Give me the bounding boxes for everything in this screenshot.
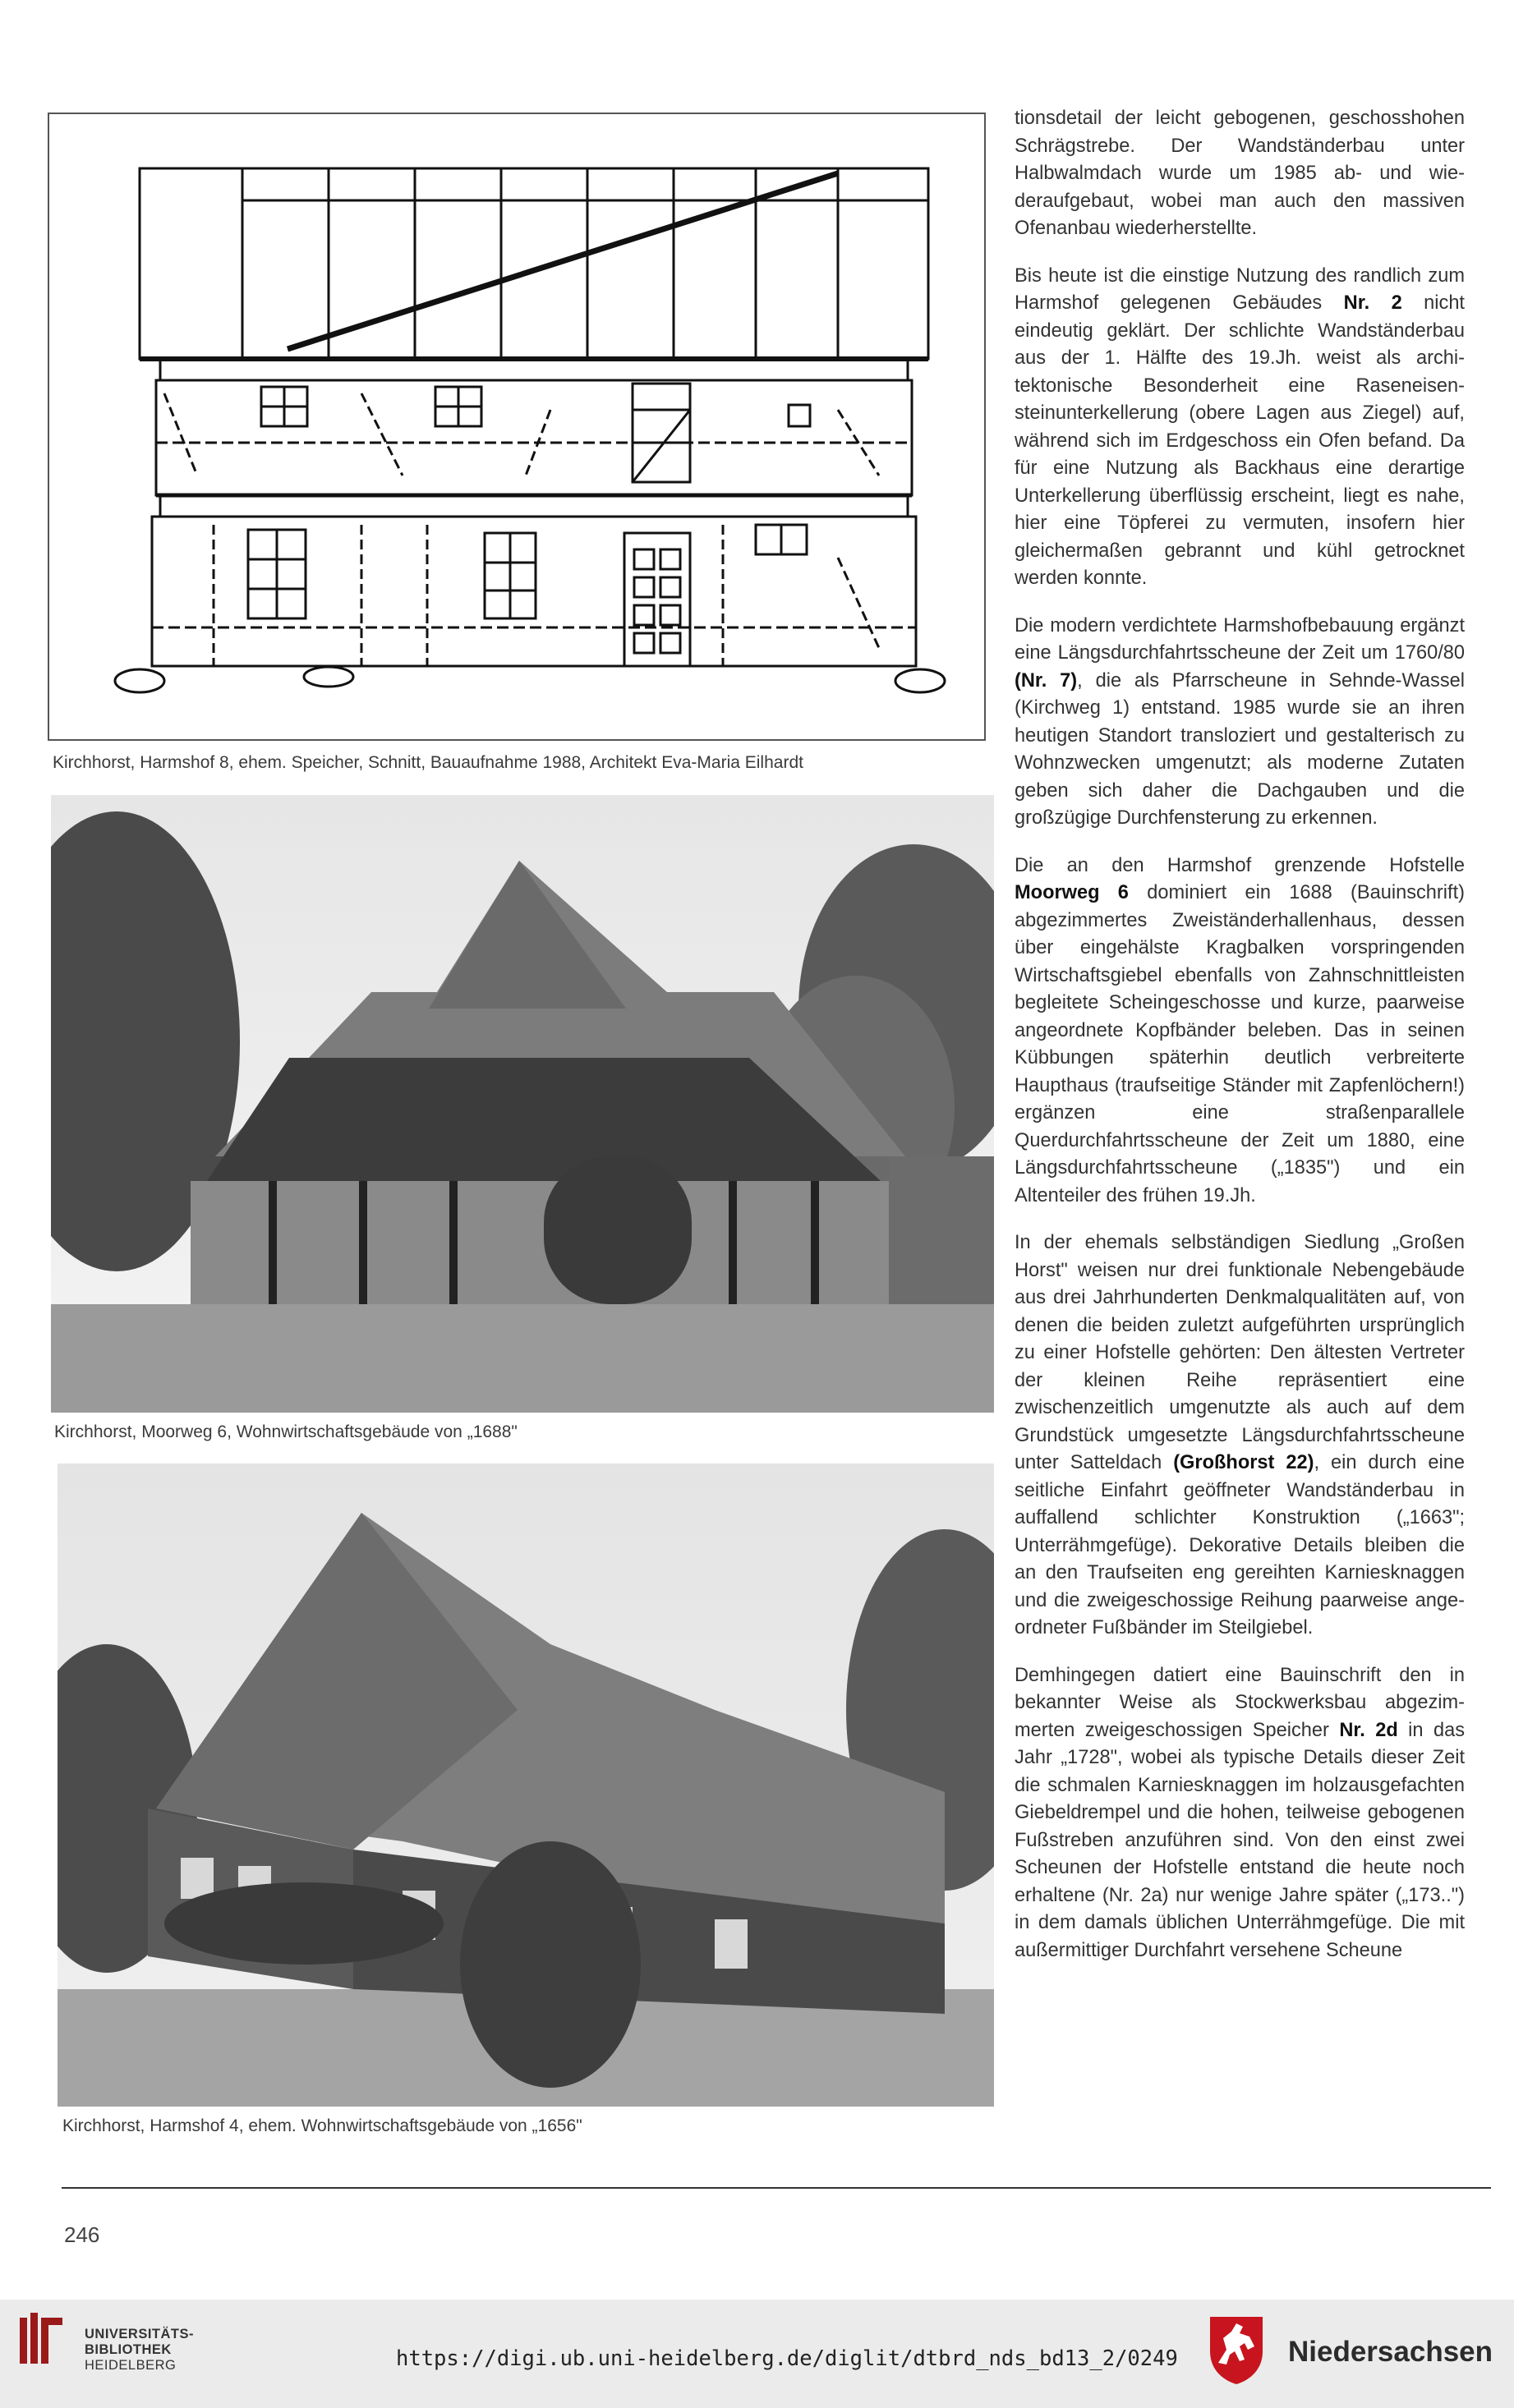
paragraph-1: tionsdetail der leicht gebogenen, geschosshohen Schrägstrebe. Der Wandständerbau unter Halbwalmdach wurde um 1985 ab- und wiederaufgebaut, wobei man auch den massiven Ofenanbau wiederherstellte. [1015, 108, 1465, 239]
paragraph-3: Die modern verdichtete Harmshofbebauung ergänzt eine Längsdurchfahrtsscheune der Zeit um 1760/80 (Nr. 7), die als Pfarrscheune in Sehnde-Wassel (Kirchweg 1) entstand. 1985 wurde sie an ihren heutigen Standort transloziert und gestalterisch zu Wohnzwecken umgenutzt; als moderne Zutaten geben sich daher die Dachgauben und die großzügige Durchfensterung zu erkennen. [1015, 614, 1465, 829]
figure-drawing [48, 113, 986, 741]
footer-divider [62, 2187, 1491, 2189]
paragraph-4: Die an den Harmshof grenzende Hofstelle Moorweg 6 dominiert ein 1688 (Bauinschrift) abgezimmertes Zweiständerhallenhaus, dessen über eingehälste Kragbalken vorspringenden Wirtschaftsgiebel ebenfalls von Zahnschnittleisten begleitete Scheingeschosse und kurze, paarweise angeordnete Kopfbänder beleben. Das in seinen Kübbungen späterhin deutlich verbreiterte Haupthaus (traufseitige Ständer mit Zapfenlöchern!) ergänzen eine straßenparallele Querdurchfahrtsscheune der Zeit um 1880, eine Längsdurchfahrtsscheune („1835") und ein Altenteiler des frühen 19.Jh. [1015, 854, 1465, 1206]
figure-caption-1: Kirchhorst, Harmshof 8, ehem. Speicher, Schnitt, Bauaufnahme 1988, Architekt Eva-Maria Eilhardt [53, 753, 803, 772]
figure-caption-3: Kirchhorst, Harmshof 4, ehem. Wohnwirtschaftsgebäude von „1656" [62, 2116, 582, 2135]
paragraph-5: In der ehemals selbständigen Siedlung „Großen Horst" weisen nur drei funktionale Nebengebäude aus drei Jahrhunderten Denkmalqualitäten auf, von denen die beiden zuletzt aufgeführten ursprünglich zu einer Hofstelle gehörten: Den ältesten Vertreter der kleinen Reihe repräsentiert eine zwischenzeitlich umgenutzte als auch auf dem Grundstück umgesetzte Längsdurchfahrtsscheune unter Satteldach (Großhorst 22), ein durch eine seitliche Einfahrt geöffneter Wandständerbau in auffallend schlichter Konstruktion („1663"; Unterrähmgefüge). Dekorative Details bleiben die an den Traufseiten eng gereihten Karniesknaggen und die zweigeschossige Reihung paarweise angeordneter Fußbänder im Steilgiebel. [1015, 1232, 1465, 1638]
university-library-name: UNIVERSITÄTS- BIBLIOTHEK HEIDELBERG [85, 2327, 195, 2373]
page-number: 246 [64, 2222, 100, 2247]
paragraph-6: Demhingegen datiert eine Bauinschrift den in bekannter Weise als Stockwerksbau abgezimmerten zweigeschossigen Speicher Nr. 2d in das Jahr „1728", wobei als typische Details dieser Zeit die schmalen Karniesknaggen im holzausgefachten Giebeldrempel und die hohen, teilweise gebogenen Fußstreben anzuführen sind. Von den einst zwei Scheunen der Hofstelle entstand die heute noch erhaltene (Nr. 2a) nur wenige Jahre später („173..") in dem damals üblichen Unterrähmgefüge. Die mit außermittiger Durchfahrt versehene Scheune [1015, 1664, 1466, 1961]
body-text-column [1015, 105, 1465, 1984]
photo-harmshof-4 [58, 1464, 994, 2107]
paragraph-2: Bis heute ist die einstige Nutzung des randlich zum Harmshof gelegenen Gebäudes Nr. 2 nicht eindeutig geklärt. Der schlichte Wandständerbau aus der 1. Hälfte des 19.Jh. weist als architektonische Besonderheit eine Raseneisensteinunterkellerung (obere Lagen aus Ziegel) auf, während sich im Erdgeschoss ein Ofen befand. Da für eine Nutzung als Backhaus eine derartige Unterkellerung überflüssig erscheint, liegt es nahe, hier eine Töpferei zu vermuten, insofern hier gleichermaßen gebrannt und kühl getrocknet werden konnte. [1015, 264, 1465, 589]
university-library-logo-icon [16, 2309, 67, 2370]
photo-moorweg-6 [51, 795, 994, 1413]
lower-saxony-coat-of-arms-icon [1207, 2314, 1266, 2386]
permalink-url[interactable]: https://digi.ub.uni-heidelberg.de/diglit/dtbrd_nds_bd13_2/0249 [396, 2346, 1178, 2371]
figure-caption-2: Kirchhorst, Moorweg 6, Wohnwirtschaftsgebäude von „1688" [54, 1422, 518, 1441]
half-timbered-storehouse-drawing [49, 114, 984, 739]
state-name: Niedersachsen [1288, 2336, 1493, 2368]
